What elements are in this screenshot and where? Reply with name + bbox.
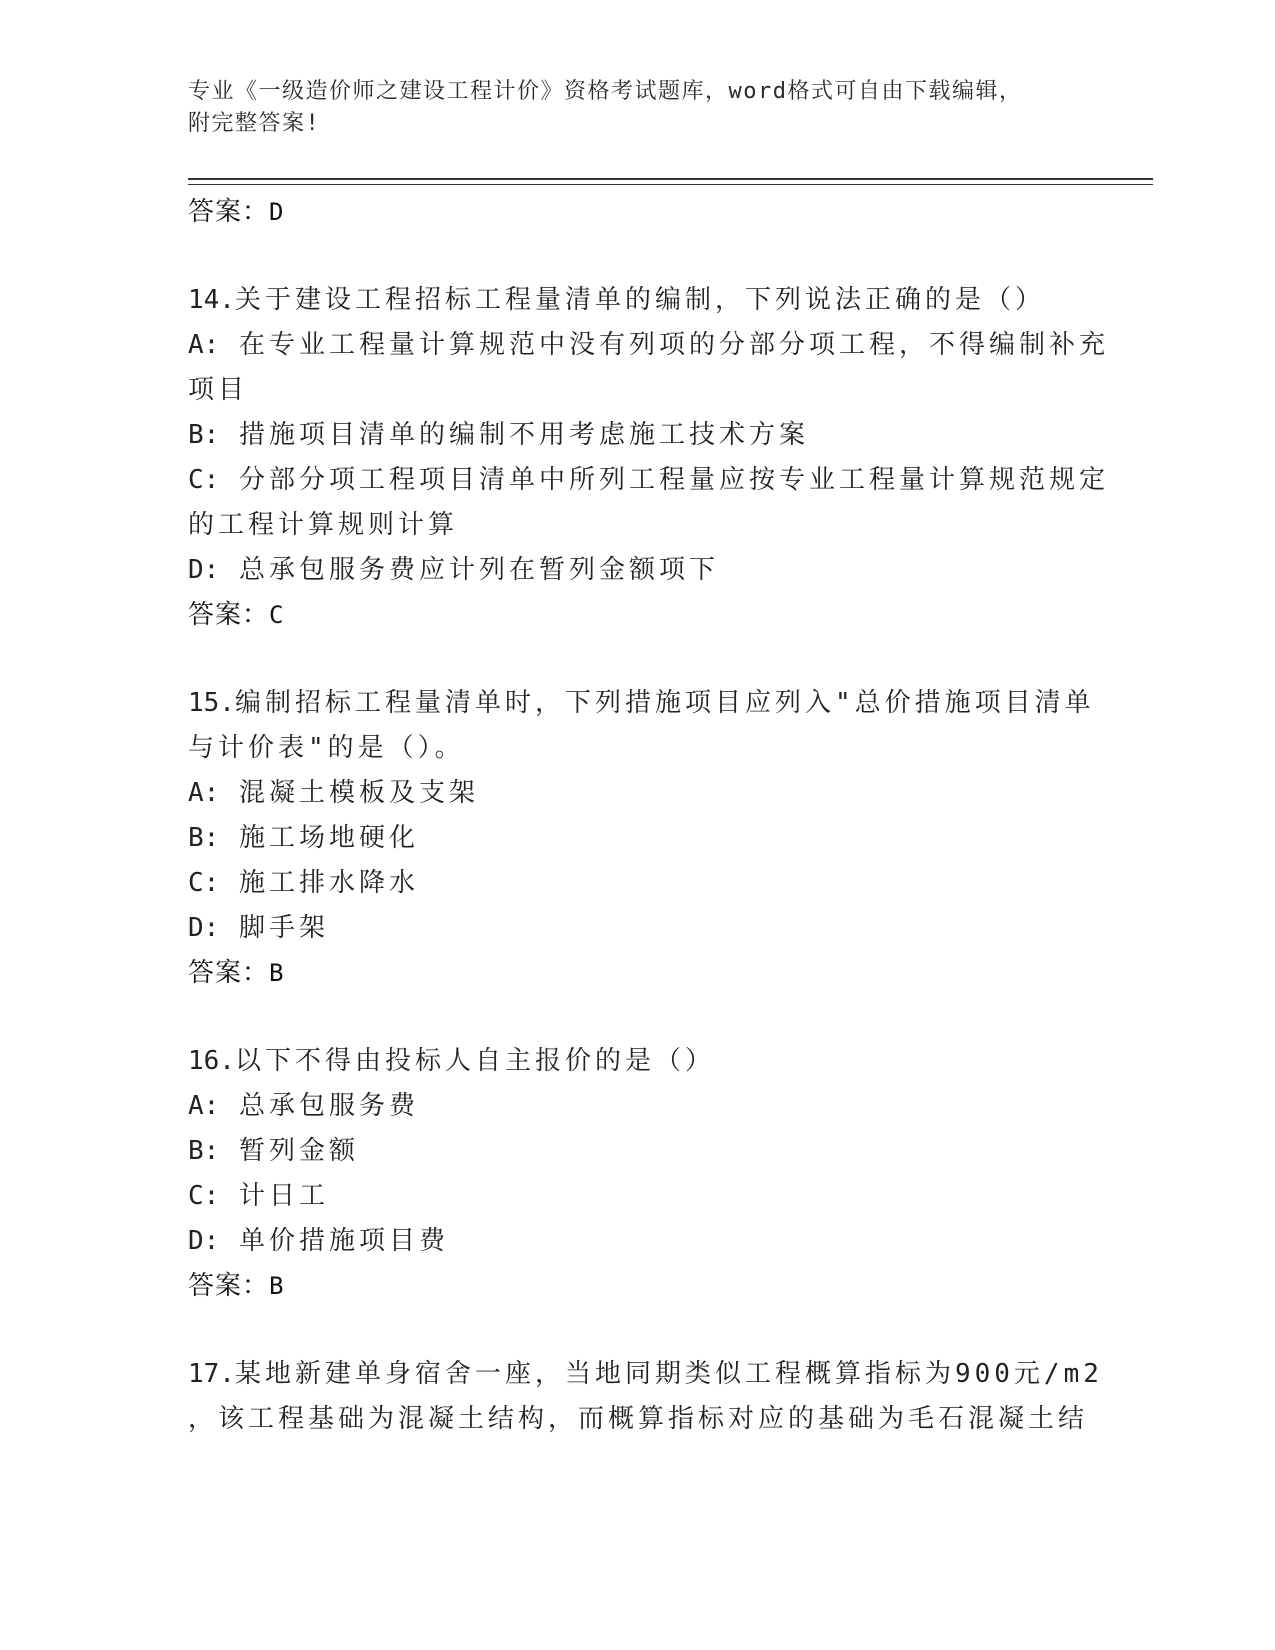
option-line bbox=[188, 1174, 1088, 1219]
option-line-continued: 的工程计算规则计算 bbox=[188, 510, 459, 540]
option-key: B: bbox=[188, 823, 220, 853]
document-header bbox=[188, 76, 1068, 140]
option-line bbox=[188, 771, 1088, 816]
question-stem-continued: ，该工程基础为混凝土结构，而概算指标对应的基础为毛石混凝土结 bbox=[188, 1404, 1089, 1434]
question-number: 16. bbox=[188, 1046, 235, 1076]
answer-label: 答案： bbox=[188, 197, 270, 227]
question-list bbox=[188, 190, 1109, 1442]
question-item bbox=[188, 681, 1095, 995]
question-text: 编制招标工程量清单时，下列措施项目应列入"总价措施项目清单 bbox=[234, 688, 1095, 718]
option-key: A: bbox=[188, 778, 220, 808]
option-line bbox=[188, 323, 1109, 368]
option-line bbox=[188, 861, 1088, 906]
option-text: 暂列金额 bbox=[238, 1136, 359, 1166]
option-key: B: bbox=[188, 1136, 220, 1166]
option-text: 总承包服务费 bbox=[238, 1091, 419, 1121]
option-key: C: bbox=[188, 465, 220, 495]
spacer bbox=[188, 1308, 1088, 1352]
option-key: C: bbox=[188, 868, 220, 898]
option-key: D: bbox=[188, 555, 220, 585]
question-stem bbox=[188, 1039, 1088, 1084]
answer-label: 答案： bbox=[188, 1271, 270, 1301]
option-line bbox=[188, 413, 1088, 458]
option-text: 施工排水降水 bbox=[238, 868, 419, 898]
header-line-2: 附完整答案! bbox=[188, 111, 321, 136]
answer-line bbox=[188, 190, 1088, 234]
option-line bbox=[188, 906, 1088, 951]
header-rule-thick bbox=[188, 178, 1153, 180]
answer-value: D bbox=[269, 198, 284, 226]
option-key: A: bbox=[188, 1091, 220, 1121]
option-key: D: bbox=[188, 913, 220, 943]
question-stem-continued: 与计价表"的是（）。 bbox=[188, 733, 465, 763]
question-text: 以下不得由投标人自主报价的是（） bbox=[234, 1046, 715, 1076]
spacer bbox=[188, 234, 1088, 278]
question-number: 17. bbox=[188, 1359, 235, 1389]
option-line bbox=[188, 458, 1109, 503]
option-line bbox=[188, 1219, 1088, 1264]
option-line bbox=[188, 816, 1088, 861]
option-line bbox=[188, 1129, 1088, 1174]
answer-value: B bbox=[269, 1272, 284, 1300]
option-line-continued: 项目 bbox=[188, 375, 249, 405]
answer-label: 答案： bbox=[188, 958, 270, 988]
option-text: 混凝土模板及支架 bbox=[238, 778, 479, 808]
header-line-1: 专业《一级造价师之建设工程计价》资格考试题库，word格式可自由下载编辑， bbox=[188, 79, 1023, 104]
question-stem bbox=[188, 681, 1095, 726]
question-item bbox=[188, 1039, 1088, 1308]
spacer bbox=[188, 995, 1088, 1039]
answer-label: 答案： bbox=[188, 600, 270, 630]
spacer bbox=[188, 637, 1088, 681]
answer-line bbox=[188, 951, 1088, 995]
answer-line bbox=[188, 1264, 1088, 1308]
option-line bbox=[188, 1084, 1088, 1129]
option-text: 措施项目清单的编制不用考虑施工技术方案 bbox=[238, 420, 809, 450]
question-number: 15. bbox=[188, 688, 235, 718]
option-text: 计日工 bbox=[238, 1181, 329, 1211]
question-stem bbox=[188, 278, 1088, 323]
question-item bbox=[188, 1352, 1103, 1442]
question-text: 某地新建单身宿舍一座，当地同期类似工程概算指标为900元/m2 bbox=[234, 1359, 1103, 1389]
header-rule-thin bbox=[188, 184, 1153, 185]
option-key: D: bbox=[188, 1226, 220, 1256]
answer-value: B bbox=[269, 959, 284, 987]
option-text: 单价措施项目费 bbox=[238, 1226, 449, 1256]
option-key: C: bbox=[188, 1181, 220, 1211]
question-number: 14. bbox=[188, 285, 235, 315]
option-key: A: bbox=[188, 330, 220, 360]
option-key: B: bbox=[188, 420, 220, 450]
question-stem bbox=[188, 1352, 1103, 1397]
option-text: 总承包服务费应计列在暂列金额项下 bbox=[238, 555, 719, 585]
question-item bbox=[188, 278, 1109, 637]
answer-line bbox=[188, 593, 1088, 637]
option-text: 脚手架 bbox=[238, 913, 329, 943]
question-text: 关于建设工程招标工程量清单的编制，下列说法正确的是（） bbox=[234, 285, 1045, 315]
option-text: 在专业工程量计算规范中没有列项的分部分项工程，不得编制补充 bbox=[238, 330, 1109, 360]
option-line bbox=[188, 548, 1088, 593]
option-text: 分部分项工程项目清单中所列工程量应按专业工程量计算规范规定 bbox=[238, 465, 1109, 495]
option-text: 施工场地硬化 bbox=[238, 823, 419, 853]
answer-value: C bbox=[269, 601, 284, 629]
